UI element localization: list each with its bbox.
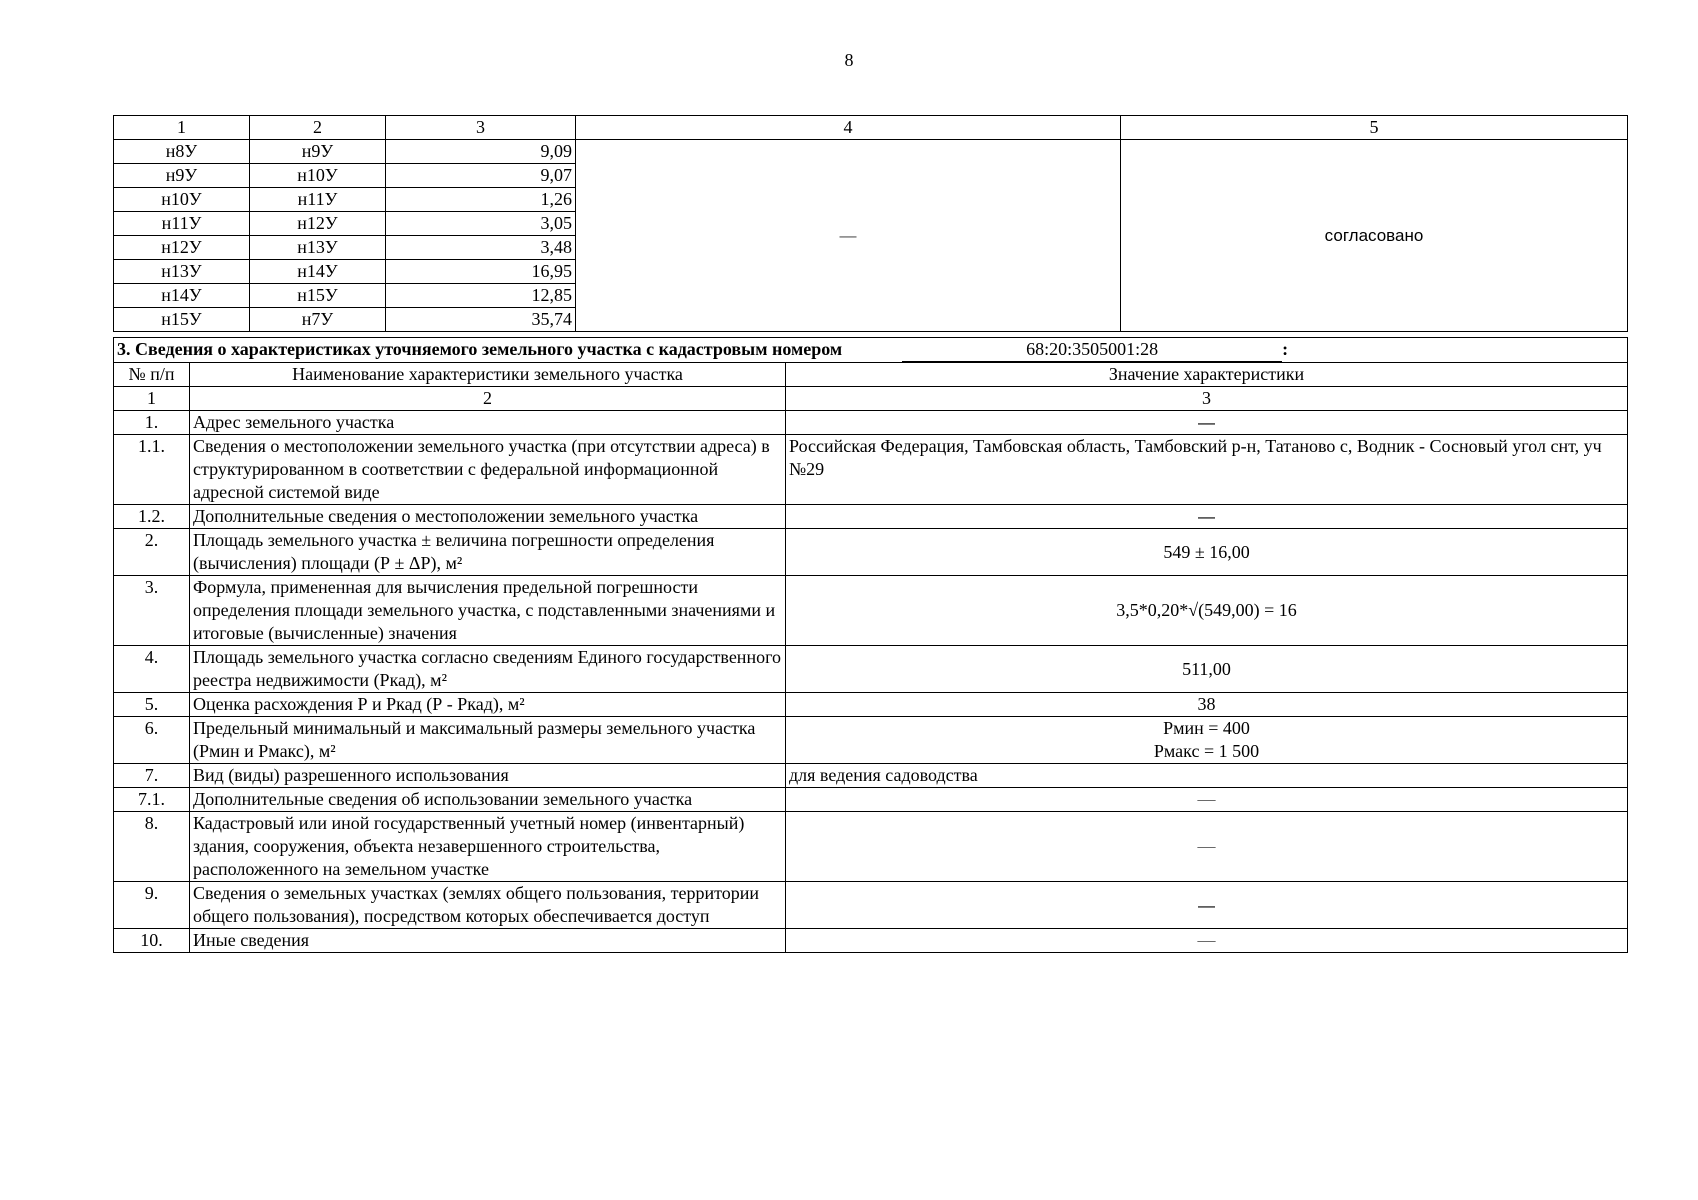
row-name: Оценка расхождения Р и Ркад (Р - Ркад), м² [190, 693, 786, 717]
segment-length: 9,09 [386, 140, 576, 164]
point-to: н15У [250, 284, 386, 308]
row-value: — [786, 411, 1628, 435]
row-name: Площадь земельного участка ± величина погрешности определения (вычисления) площади (Р ± ΔР), м² [190, 529, 786, 576]
column-numbers-row [114, 387, 1628, 411]
header-row [114, 116, 1628, 140]
segment-length: 3,48 [386, 236, 576, 260]
row-value: для ведения садоводства [786, 764, 1628, 788]
section-title-row [114, 338, 1628, 363]
table-row [114, 576, 1628, 646]
point-from: н13У [114, 260, 250, 284]
point-to: н9У [250, 140, 386, 164]
row-num: 5. [114, 693, 190, 717]
row-value: — [786, 929, 1628, 953]
value-line-1: Рмин = 400 [1163, 718, 1250, 738]
point-to: н10У [250, 164, 386, 188]
section-title-text: 3. Сведения о характеристиках уточняемого земельного участка с кадастровым номером [117, 339, 843, 359]
row-num: 4. [114, 646, 190, 693]
table-row [114, 411, 1628, 435]
table-row [114, 505, 1628, 529]
point-from: н14У [114, 284, 250, 308]
table-row [114, 693, 1628, 717]
title-suffix: : [1282, 339, 1289, 359]
header-row [114, 363, 1628, 387]
col-number: 1 [114, 387, 190, 411]
header-name: Наименование характеристики земельного участка [190, 363, 786, 387]
row-value: 38 [786, 693, 1628, 717]
col5-value: согласовано [1121, 140, 1628, 332]
row-value: 3,5*0,20*√(549,00) = 16 [786, 576, 1628, 646]
row-value: Российская Федерация, Тамбовская область, Тамбовский р-н, Татаново с, Водник - Сосновый угол снт, уч №29 [786, 435, 1628, 505]
row-value: — [786, 505, 1628, 529]
point-from: н9У [114, 164, 250, 188]
segment-length: 35,74 [386, 308, 576, 332]
point-to: н7У [250, 308, 386, 332]
row-name: Дополнительные сведения о местоположении земельного участка [190, 505, 786, 529]
segment-length: 12,85 [386, 284, 576, 308]
table-row [114, 140, 1628, 164]
col-number: 3 [786, 387, 1628, 411]
segment-length: 16,95 [386, 260, 576, 284]
point-from: н11У [114, 212, 250, 236]
value-line-2: Рмакс = 1 500 [1153, 741, 1260, 761]
row-num: 7.1. [114, 788, 190, 812]
table-row [114, 717, 1628, 764]
point-to: н11У [250, 188, 386, 212]
row-name: Кадастровый или иной государственный учетный номер (инвентарный) здания, сооружения, объекта незавершенного строительства, расположенного на земельном участке [190, 812, 786, 882]
row-value [786, 717, 1628, 764]
table-row [114, 929, 1628, 953]
row-name: Предельный минимальный и максимальный размеры земельного участка (Рмин и Рмакс), м² [190, 717, 786, 764]
table-row [114, 435, 1628, 505]
row-name: Дополнительные сведения об использовании земельного участка [190, 788, 786, 812]
table-row [114, 812, 1628, 882]
row-name: Формула, примененная для вычисления предельной погрешности определения площади земельного участка, с подставленными значениями и итоговые (вычисленные) значения [190, 576, 786, 646]
page-number: 8 [844, 50, 854, 70]
row-name: Адрес земельного участка [190, 411, 786, 435]
header-cell: 3 [386, 116, 576, 140]
row-value: — [786, 882, 1628, 929]
row-value: — [786, 812, 1628, 882]
segment-length: 9,07 [386, 164, 576, 188]
row-name: Вид (виды) разрешенного использования [190, 764, 786, 788]
point-from: н12У [114, 236, 250, 260]
col-number: 2 [190, 387, 786, 411]
row-num: 3. [114, 576, 190, 646]
row-num: 2. [114, 529, 190, 576]
row-name: Сведения о земельных участках (землях общего пользования, территории общего пользования), посредством которых обеспечивается доступ [190, 882, 786, 929]
row-num: 6. [114, 717, 190, 764]
row-num: 1.1. [114, 435, 190, 505]
col4-value: — [576, 140, 1121, 332]
segment-length: 1,26 [386, 188, 576, 212]
table-row [114, 764, 1628, 788]
point-from: н8У [114, 140, 250, 164]
table-row [114, 646, 1628, 693]
row-name: Площадь земельного участка согласно сведениям Единого государственного реестра недвижимости (Ркад), м² [190, 646, 786, 693]
header-cell: 5 [1121, 116, 1628, 140]
row-num: 1.2. [114, 505, 190, 529]
header-value: Значение характеристики [786, 363, 1628, 387]
header-cell: 4 [576, 116, 1121, 140]
row-value: — [786, 788, 1628, 812]
boundary-segments-table [113, 115, 1628, 332]
point-to: н12У [250, 212, 386, 236]
point-to: н14У [250, 260, 386, 284]
header-cell: 2 [250, 116, 386, 140]
section-title [114, 338, 1628, 363]
row-num: 1. [114, 411, 190, 435]
point-to: н13У [250, 236, 386, 260]
row-value: 511,00 [786, 646, 1628, 693]
row-num: 10. [114, 929, 190, 953]
table-row [114, 788, 1628, 812]
table-row [114, 529, 1628, 576]
row-name: Сведения о местоположении земельного участка (при отсутствии адреса) в структурированном в соответствии с федеральной информационной адресной системой виде [190, 435, 786, 505]
row-num: 8. [114, 812, 190, 882]
row-value: 549 ± 16,00 [786, 529, 1628, 576]
cadastral-number: 68:20:3505001:28 [902, 338, 1282, 362]
row-num: 9. [114, 882, 190, 929]
section3-table [113, 337, 1628, 953]
point-from: н15У [114, 308, 250, 332]
header-num: № п/п [114, 363, 190, 387]
point-from: н10У [114, 188, 250, 212]
row-name: Иные сведения [190, 929, 786, 953]
segment-length: 3,05 [386, 212, 576, 236]
header-cell: 1 [114, 116, 250, 140]
table-row [114, 882, 1628, 929]
row-num: 7. [114, 764, 190, 788]
